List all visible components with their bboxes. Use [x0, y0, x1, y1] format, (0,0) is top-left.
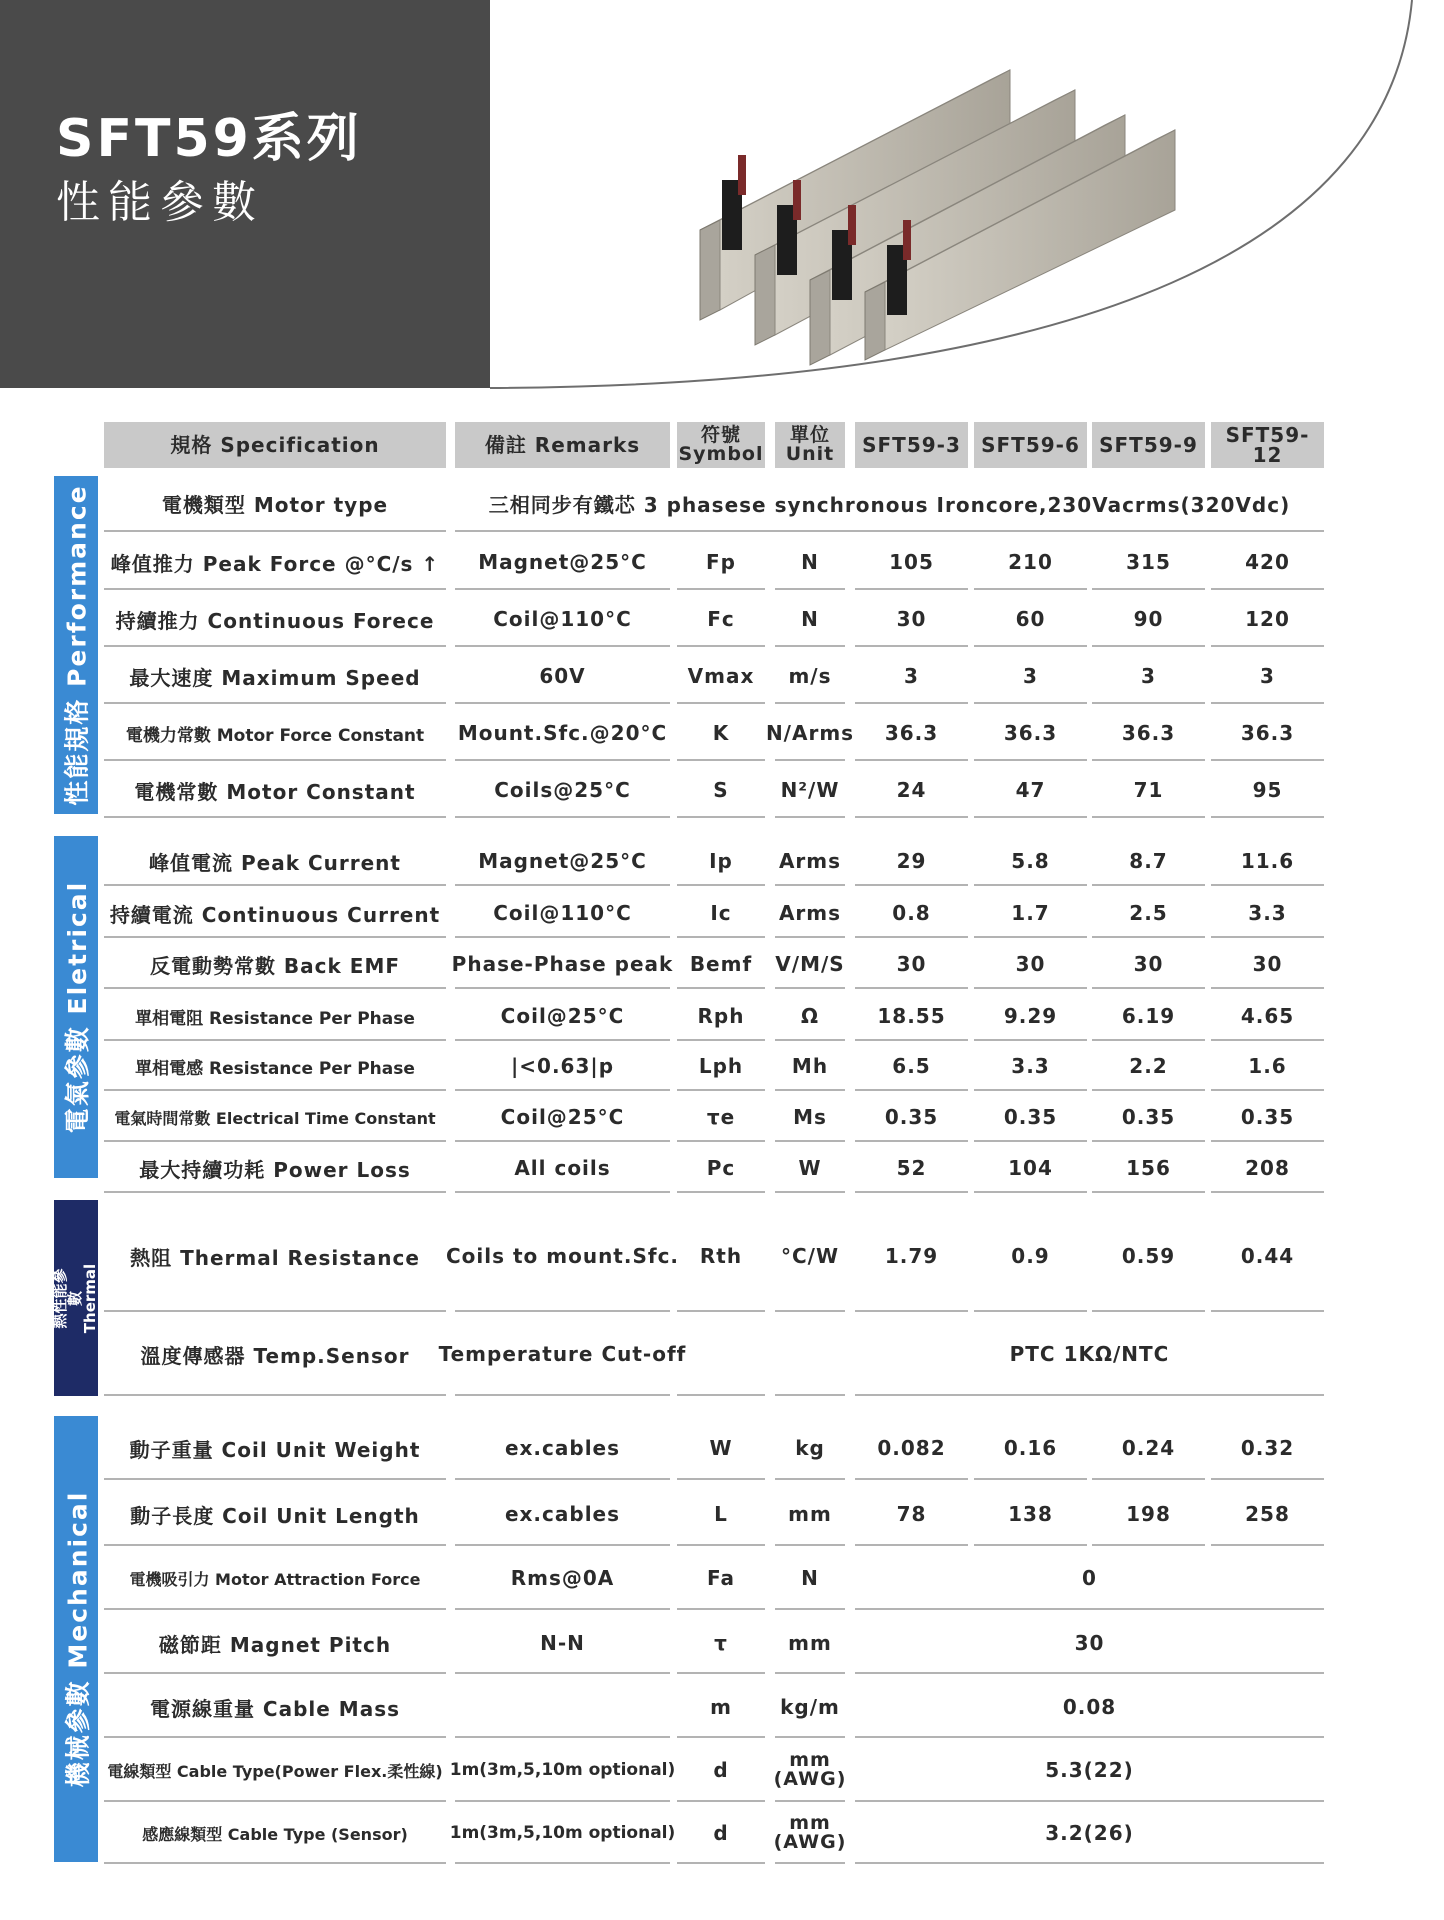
row-divider	[855, 1394, 1324, 1396]
symbol-cell: Ip	[709, 849, 733, 873]
value-cell: 0.35	[1003, 1105, 1058, 1129]
symbol-cell: Ic	[710, 901, 732, 925]
row-divider	[974, 1478, 1087, 1480]
unit-cell: kg	[795, 1436, 825, 1460]
symbol-cell: L	[714, 1502, 728, 1526]
row-divider	[677, 816, 765, 818]
span-value: 5.3(22)	[1045, 1758, 1134, 1782]
row-divider	[455, 1191, 670, 1193]
row-divider	[855, 1608, 1324, 1610]
unit-cell: N	[801, 607, 819, 631]
spec-label: 峰值電流 Peak Current	[149, 850, 401, 875]
symbol-cell: Rth	[699, 1244, 743, 1268]
row-divider	[855, 884, 968, 886]
symbol-cell: W	[709, 1436, 733, 1460]
symbol-cell: τe	[706, 1105, 736, 1129]
remark-cell: Coils to mount.Sfc.	[445, 1244, 680, 1268]
row-divider	[455, 1608, 670, 1610]
row-divider	[455, 1089, 670, 1091]
row-divider	[1092, 987, 1205, 989]
row-divider	[775, 1478, 845, 1480]
row-divider	[1092, 1191, 1205, 1193]
row-divider	[775, 1089, 845, 1091]
row-divider	[1211, 1140, 1324, 1142]
unit-cell: mm	[788, 1631, 832, 1655]
remark-cell: 60V	[539, 664, 586, 688]
value-cell: 0.8	[892, 901, 931, 925]
column-header-unit	[775, 422, 845, 468]
value-cell: 30	[1252, 952, 1283, 976]
value-cell: 138	[1008, 1502, 1053, 1526]
span-value: 3.2(26)	[1045, 1821, 1134, 1845]
column-header-unit-zh: 單位	[789, 424, 830, 446]
column-header-spec: 規格 Specification	[104, 422, 446, 468]
row-divider	[455, 987, 670, 989]
row-divider	[104, 1089, 446, 1091]
spec-label: 電機常數 Motor Constant	[134, 779, 416, 804]
remark-cell: |<0.63|p	[510, 1054, 615, 1078]
remark-cell: Magnet@25°C	[478, 550, 647, 574]
row-divider	[455, 1394, 670, 1396]
value-cell: 95	[1252, 778, 1283, 802]
row-divider	[1211, 936, 1324, 938]
row-divider	[974, 936, 1087, 938]
value-cell: 47	[1015, 778, 1046, 802]
row-divider	[455, 588, 670, 590]
value-cell: 420	[1245, 550, 1290, 574]
spec-label: 最大持續功耗 Power Loss	[139, 1157, 411, 1182]
section-performance-label: 性能規格 Performance	[63, 484, 92, 806]
row-divider	[677, 645, 765, 647]
unit-cell: N	[801, 550, 819, 574]
row-divider	[455, 1672, 670, 1674]
section-thermal-label-zh: 熱性能參數	[51, 1268, 85, 1329]
spec-label: 感應線類型 Cable Type (Sensor)	[142, 1824, 408, 1844]
value-cell: 3	[1141, 664, 1156, 688]
value-cell: 258	[1245, 1502, 1290, 1526]
value-cell: 36.3	[884, 721, 939, 745]
column-header-symbol-zh: 符號	[700, 424, 741, 446]
remark-cell: Coil@110°C	[493, 607, 632, 631]
symbol-cell: d	[713, 1758, 729, 1782]
row-divider	[104, 1191, 446, 1193]
unit-cell: m/s	[788, 664, 832, 688]
spec-label: 單相電感 Resistance Per Phase	[135, 1058, 415, 1079]
row-divider	[677, 1672, 765, 1674]
remark-cell	[455, 1676, 670, 1738]
row-divider	[974, 1140, 1087, 1142]
unit-cell: N/Arms	[765, 721, 855, 745]
row-divider	[1092, 588, 1205, 590]
spec-label: 反電動勢常數 Back EMF	[149, 953, 401, 978]
row-divider	[775, 1394, 845, 1396]
row-divider	[104, 1672, 446, 1674]
row-divider	[677, 936, 765, 938]
section-thermal	[51, 1200, 100, 1396]
section-mechanical-label: 機械參數 Mechanical	[63, 1490, 92, 1788]
symbol-cell: m	[710, 1695, 732, 1719]
unit-cell: kg/m	[780, 1695, 840, 1719]
span-value: 30	[1074, 1631, 1105, 1655]
row-divider	[974, 884, 1087, 886]
row-divider	[1211, 702, 1324, 704]
row-divider	[1092, 645, 1205, 647]
value-cell: 210	[1008, 550, 1053, 574]
unit-cell: mm	[788, 1502, 832, 1526]
remark-cell: N-N	[540, 1631, 585, 1655]
row-divider	[775, 759, 845, 761]
spec-label: 電機吸引力 Motor Attraction Force	[129, 1569, 421, 1589]
row-divider	[455, 936, 670, 938]
value-cell: 24	[896, 778, 927, 802]
unit-cell: °C/W	[780, 1244, 840, 1268]
symbol-cell: τ	[714, 1631, 728, 1655]
spec-label: 電源線重量 Cable Mass	[149, 1696, 401, 1721]
row-divider	[855, 1140, 968, 1142]
row-divider	[455, 816, 670, 818]
unit-cell: Ms	[793, 1105, 827, 1129]
value-cell: 1.7	[1011, 901, 1050, 925]
value-cell: 9.29	[1003, 1004, 1058, 1028]
spec-label: 峰值推力 Peak Force @°C/s ↑	[110, 551, 440, 576]
value-cell: 105	[889, 550, 934, 574]
spec-label: 單相電阻 Resistance Per Phase	[135, 1008, 415, 1029]
row-divider	[104, 936, 446, 938]
row-divider	[455, 1140, 670, 1142]
value-cell: 0.35	[1121, 1105, 1176, 1129]
row-divider	[855, 702, 968, 704]
row-divider	[455, 759, 670, 761]
value-cell: 60	[1015, 607, 1046, 631]
value-cell: 0.082	[877, 1436, 946, 1460]
unit-cell: N²/W	[780, 778, 840, 802]
row-divider	[677, 1140, 765, 1142]
row-divider	[455, 1478, 670, 1480]
value-cell: 0.9	[1011, 1244, 1050, 1268]
value-cell: 0.32	[1240, 1436, 1295, 1460]
row-divider	[677, 1089, 765, 1091]
value-cell: 198	[1126, 1502, 1171, 1526]
symbol-cell: Vmax	[687, 664, 755, 688]
row-divider	[104, 1862, 446, 1864]
row-divider	[1211, 1191, 1324, 1193]
row-divider	[775, 1672, 845, 1674]
row-divider	[974, 1089, 1087, 1091]
page-title: SFT59系列	[56, 109, 362, 169]
value-cell: 30	[1015, 952, 1046, 976]
row-divider	[104, 530, 446, 532]
row-divider	[775, 884, 845, 886]
value-cell: 156	[1126, 1156, 1171, 1180]
row-divider	[775, 816, 845, 818]
value-cell: 3	[1260, 664, 1275, 688]
row-divider	[677, 884, 765, 886]
symbol-cell: Bemf	[689, 952, 753, 976]
remark-cell: 1m(3m,5,10m optional)	[449, 1760, 676, 1780]
row-divider	[974, 645, 1087, 647]
value-cell: 2.2	[1129, 1054, 1168, 1078]
value-cell: 52	[896, 1156, 927, 1180]
row-divider	[455, 702, 670, 704]
unit-cell: Mh	[791, 1054, 829, 1078]
column-header-model: SFT59-6	[974, 422, 1087, 468]
row-divider	[1211, 987, 1324, 989]
row-divider	[1092, 1140, 1205, 1142]
row-divider	[855, 645, 968, 647]
value-cell: 36.3	[1240, 721, 1295, 745]
unit-cell	[775, 1312, 845, 1396]
unit-cell	[775, 1738, 845, 1802]
row-divider	[455, 1862, 670, 1864]
span-value: 0	[1082, 1566, 1097, 1590]
spec-label: 動子重量 Coil Unit Weight	[129, 1437, 421, 1462]
value-cell: 0.16	[1003, 1436, 1058, 1460]
value-cell: 2.5	[1129, 901, 1168, 925]
value-cell: 30	[1133, 952, 1164, 976]
row-divider	[775, 588, 845, 590]
row-divider	[855, 1862, 1324, 1864]
row-divider	[1092, 1089, 1205, 1091]
row-divider	[855, 759, 968, 761]
symbol-cell: K	[712, 721, 730, 745]
section-thermal-label	[51, 1263, 100, 1333]
unit-bottom: (AWG)	[773, 1831, 847, 1853]
value-cell: 3	[1023, 664, 1038, 688]
remark-cell: Coil@110°C	[493, 901, 632, 925]
span-value: 0.08	[1062, 1695, 1117, 1719]
unit-top: mm	[789, 1812, 831, 1834]
row-divider	[677, 1608, 765, 1610]
temp-sensor-value: PTC 1KΩ/NTC	[1009, 1342, 1170, 1366]
page-subtitle: 性能參數	[56, 177, 264, 228]
row-divider	[855, 987, 968, 989]
value-cell: 3.3	[1011, 1054, 1050, 1078]
row-divider	[104, 645, 446, 647]
row-divider	[677, 588, 765, 590]
spec-label: 電線類型 Cable Type(Power Flex.柔性線)	[107, 1761, 443, 1781]
product-image	[680, 30, 1180, 370]
value-cell: 0.35	[884, 1105, 939, 1129]
row-divider	[855, 1478, 968, 1480]
row-divider	[677, 1394, 765, 1396]
value-cell: 6.19	[1121, 1004, 1176, 1028]
unit-cell	[775, 1802, 845, 1864]
column-header-unit-en: Unit	[785, 443, 835, 465]
row-divider	[104, 759, 446, 761]
unit-cell: V/M/S	[775, 952, 845, 976]
column-header-model: SFT59-3	[855, 422, 968, 468]
unit-cell: N	[801, 1566, 819, 1590]
value-cell: 4.65	[1240, 1004, 1295, 1028]
remark-cell: Temperature Cut-off	[438, 1342, 687, 1366]
row-divider	[974, 816, 1087, 818]
symbol-cell	[677, 1312, 765, 1396]
remark-cell: Coils@25°C	[494, 778, 631, 802]
value-cell: 120	[1245, 607, 1290, 631]
value-cell: 36.3	[1003, 721, 1058, 745]
remark-cell: Mount.Sfc.@20°C	[457, 721, 668, 745]
value-cell: 90	[1133, 607, 1164, 631]
remark-cell: 1m(3m,5,10m optional)	[449, 1823, 676, 1843]
remark-cell: Coil@25°C	[500, 1105, 625, 1129]
value-cell: 0.24	[1121, 1436, 1176, 1460]
column-header-symbol	[677, 422, 765, 468]
value-cell: 0.59	[1121, 1244, 1176, 1268]
symbol-cell: Rph	[697, 1004, 745, 1028]
row-divider	[1092, 884, 1205, 886]
row-divider	[677, 702, 765, 704]
row-divider	[104, 702, 446, 704]
row-divider	[855, 1089, 968, 1091]
row-divider	[775, 936, 845, 938]
remark-cell: ex.cables	[504, 1436, 621, 1460]
row-divider	[775, 1862, 845, 1864]
value-cell: 18.55	[877, 1004, 946, 1028]
motor-type-value: 三相同步有鐵芯 3 phasese synchronous Ironcore,230Vacrms(320Vdc)	[488, 492, 1291, 517]
value-cell: 3	[904, 664, 919, 688]
row-divider	[1092, 702, 1205, 704]
column-header-remarks: 備註 Remarks	[455, 422, 670, 468]
row-divider	[104, 816, 446, 818]
row-divider	[1092, 816, 1205, 818]
value-cell: 11.6	[1240, 849, 1295, 873]
value-cell: 30	[896, 607, 927, 631]
spec-label: 持續電流 Continuous Current	[109, 902, 441, 927]
symbol-cell: d	[713, 1821, 729, 1845]
spec-label: 持續推力 Continuous Forece	[115, 608, 435, 633]
value-cell: 29	[896, 849, 927, 873]
symbol-cell: Fc	[707, 607, 735, 631]
section-performance	[54, 476, 98, 814]
value-cell: 315	[1126, 550, 1171, 574]
remark-cell: Coil@25°C	[500, 1004, 625, 1028]
value-cell: 3.3	[1248, 901, 1287, 925]
row-divider	[855, 1191, 968, 1193]
spec-label: 最大速度 Maximum Speed	[129, 665, 421, 690]
value-cell: 78	[896, 1502, 927, 1526]
section-electrical	[54, 836, 98, 1178]
symbol-cell: S	[713, 778, 729, 802]
row-divider	[455, 530, 1324, 532]
value-cell: 1.79	[884, 1244, 939, 1268]
row-divider	[1211, 645, 1324, 647]
column-header-model: SFT59-9	[1092, 422, 1205, 468]
symbol-cell: Pc	[706, 1156, 736, 1180]
value-cell: 208	[1245, 1156, 1290, 1180]
value-cell: 0.44	[1240, 1244, 1295, 1268]
row-divider	[775, 1191, 845, 1193]
row-divider	[104, 1608, 446, 1610]
row-divider	[1211, 884, 1324, 886]
row-divider	[855, 936, 968, 938]
row-divider	[104, 1478, 446, 1480]
remark-cell: Phase-Phase peak	[451, 952, 674, 976]
unit-cell: Arms	[778, 849, 842, 873]
spec-label: 動子長度 Coil Unit Length	[130, 1503, 420, 1528]
remark-cell: ex.cables	[504, 1502, 621, 1526]
row-divider	[455, 884, 670, 886]
row-divider	[677, 987, 765, 989]
spec-label: 熱阻 Thermal Resistance	[130, 1245, 420, 1270]
row-divider	[104, 1140, 446, 1142]
value-cell: 8.7	[1129, 849, 1168, 873]
row-divider	[104, 884, 446, 886]
row-divider	[677, 1862, 765, 1864]
section-mechanical	[54, 1416, 98, 1862]
column-header-model: SFT59-12	[1211, 422, 1324, 468]
section-electrical-label: 電氣參數 Eletrical	[63, 880, 93, 1134]
unit-top: mm	[789, 1749, 831, 1771]
row-divider	[677, 1478, 765, 1480]
row-divider	[775, 645, 845, 647]
row-divider	[1092, 936, 1205, 938]
value-cell: 0.35	[1240, 1105, 1295, 1129]
symbol-cell: Fp	[706, 550, 736, 574]
spec-label: 電機類型 Motor type	[161, 492, 389, 517]
symbol-cell: Fa	[707, 1566, 735, 1590]
value-cell: 5.8	[1011, 849, 1050, 873]
row-divider	[775, 987, 845, 989]
row-divider	[974, 588, 1087, 590]
row-divider	[974, 702, 1087, 704]
row-divider	[974, 1191, 1087, 1193]
row-divider	[1211, 588, 1324, 590]
row-divider	[677, 1191, 765, 1193]
unit-bottom: (AWG)	[773, 1768, 847, 1790]
remark-cell: All coils	[514, 1156, 611, 1180]
unit-cell: W	[798, 1156, 822, 1180]
value-cell: 30	[896, 952, 927, 976]
row-divider	[677, 759, 765, 761]
row-divider	[1092, 759, 1205, 761]
row-divider	[974, 759, 1087, 761]
spec-label: 磁節距 Magnet Pitch	[158, 1632, 392, 1657]
row-divider	[1211, 816, 1324, 818]
row-divider	[974, 987, 1087, 989]
spec-label: 電機力常數 Motor Force Constant	[125, 725, 425, 746]
section-thermal-label-en: Thermal	[81, 1263, 100, 1333]
row-divider	[855, 1672, 1324, 1674]
unit-cell: Arms	[778, 901, 842, 925]
row-divider	[1092, 1478, 1205, 1480]
value-cell: 104	[1008, 1156, 1053, 1180]
row-divider	[1211, 1089, 1324, 1091]
row-divider	[104, 1394, 446, 1396]
value-cell: 6.5	[892, 1054, 931, 1078]
column-header-symbol-en: Symbol	[678, 443, 764, 465]
row-divider	[104, 987, 446, 989]
row-divider	[1211, 1478, 1324, 1480]
unit-cell: Ω	[800, 1004, 819, 1028]
remark-cell: Rms@0A	[510, 1566, 615, 1590]
spec-label: 電氣時間常數 Electrical Time Constant	[114, 1108, 436, 1128]
row-divider	[104, 588, 446, 590]
spec-label: 溫度傳感器 Temp.Sensor	[140, 1343, 410, 1368]
remark-cell: Magnet@25°C	[478, 849, 647, 873]
value-cell: 71	[1133, 778, 1164, 802]
row-divider	[855, 816, 968, 818]
symbol-cell: Lph	[698, 1054, 744, 1078]
row-divider	[775, 702, 845, 704]
value-cell: 36.3	[1121, 721, 1176, 745]
row-divider	[855, 588, 968, 590]
row-divider	[455, 645, 670, 647]
row-divider	[775, 1140, 845, 1142]
row-divider	[1211, 759, 1324, 761]
row-divider	[775, 1608, 845, 1610]
value-cell: 1.6	[1248, 1054, 1287, 1078]
